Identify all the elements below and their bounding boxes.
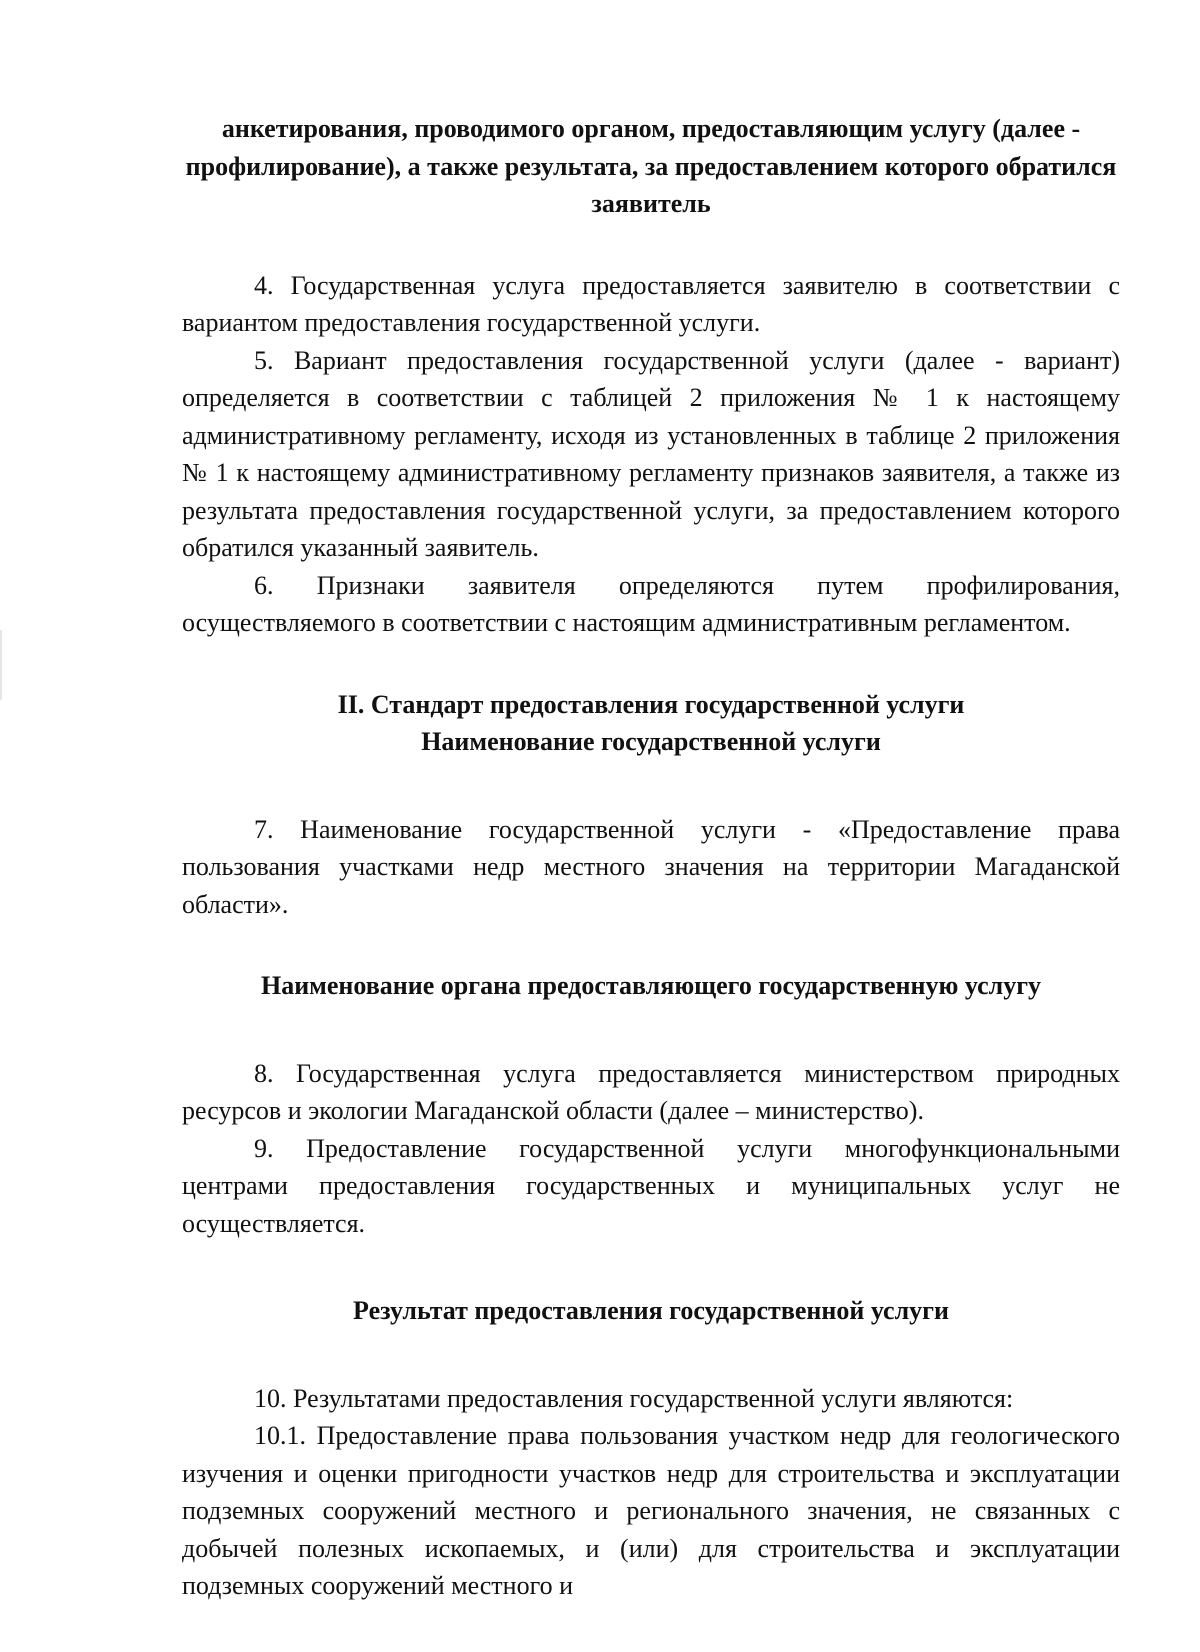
section-ii-subtitle: Наименование государственной услуги <box>421 727 881 756</box>
paragraph-8: 8. Государственная услуга предоставляется министерством природных ресурсов и экологии Магаданской области (далее – министерство). <box>182 1058 1120 1125</box>
paragraph-10: 10. Результатами предоставления государственной услуги являются: <box>254 1383 1014 1413</box>
section-ii-title: II. Стандарт предоставления государственной услуги <box>337 689 965 719</box>
paragraph-7: 7. Наименование государственной услуги - «Предоставление права пользования участками недр местного значения на территории Магаданской области». <box>182 814 1120 919</box>
result-heading: Результат предоставления государственной услуги <box>353 1296 949 1325</box>
paragraph-6: 6. Признаки заявителя определяются путем профилирования, осуществляемого в соответствии с настоящим административным регламентом. <box>182 570 1120 637</box>
paragraph-5: 5. Вариант предоставления государственной услуги (далее - вариант) определяется в соответствии с таблицей 2 приложения № 1 к настоящему административному регламенту, исходя из установленных в таблице 2 приложения № 1 к настоящему административному регламенту признаков заявителя, а также из результата предоставления государственной услуги, за предоставлением которого обратился указанный заявитель. <box>182 345 1120 562</box>
organ-heading: Наименование органа предоставляющего государственную услугу <box>260 971 1042 1000</box>
scan-edge-mark <box>0 630 2 700</box>
document-body <box>182 110 1120 1605</box>
paragraph-10-1: 10.1. Предоставление права пользования участком недр для геологического изучения и оценки пригодности участков недр для строительства и эксплуатации подземных сооружений местного и регионального значения, не связанных с добычей полезных ископаемых, и (или) для строительства и эксплуатации подземных сооружений местного и <box>182 1421 1120 1600</box>
intro-heading: анкетирования, проводимого органом, предоставляющим услугу (далее - профилирование), а также результата, за предоставлением которого обратился заявитель <box>185 114 1117 218</box>
paragraph-9: 9. Предоставление государственной услуги многофункциональными центрами предоставления государственных и муниципальных услуг не осуществляется. <box>182 1133 1120 1238</box>
paragraph-4: 4. Государственная услуга предоставляется заявителю в соответствии с вариантом предоставления государственной услуги. <box>182 270 1120 337</box>
